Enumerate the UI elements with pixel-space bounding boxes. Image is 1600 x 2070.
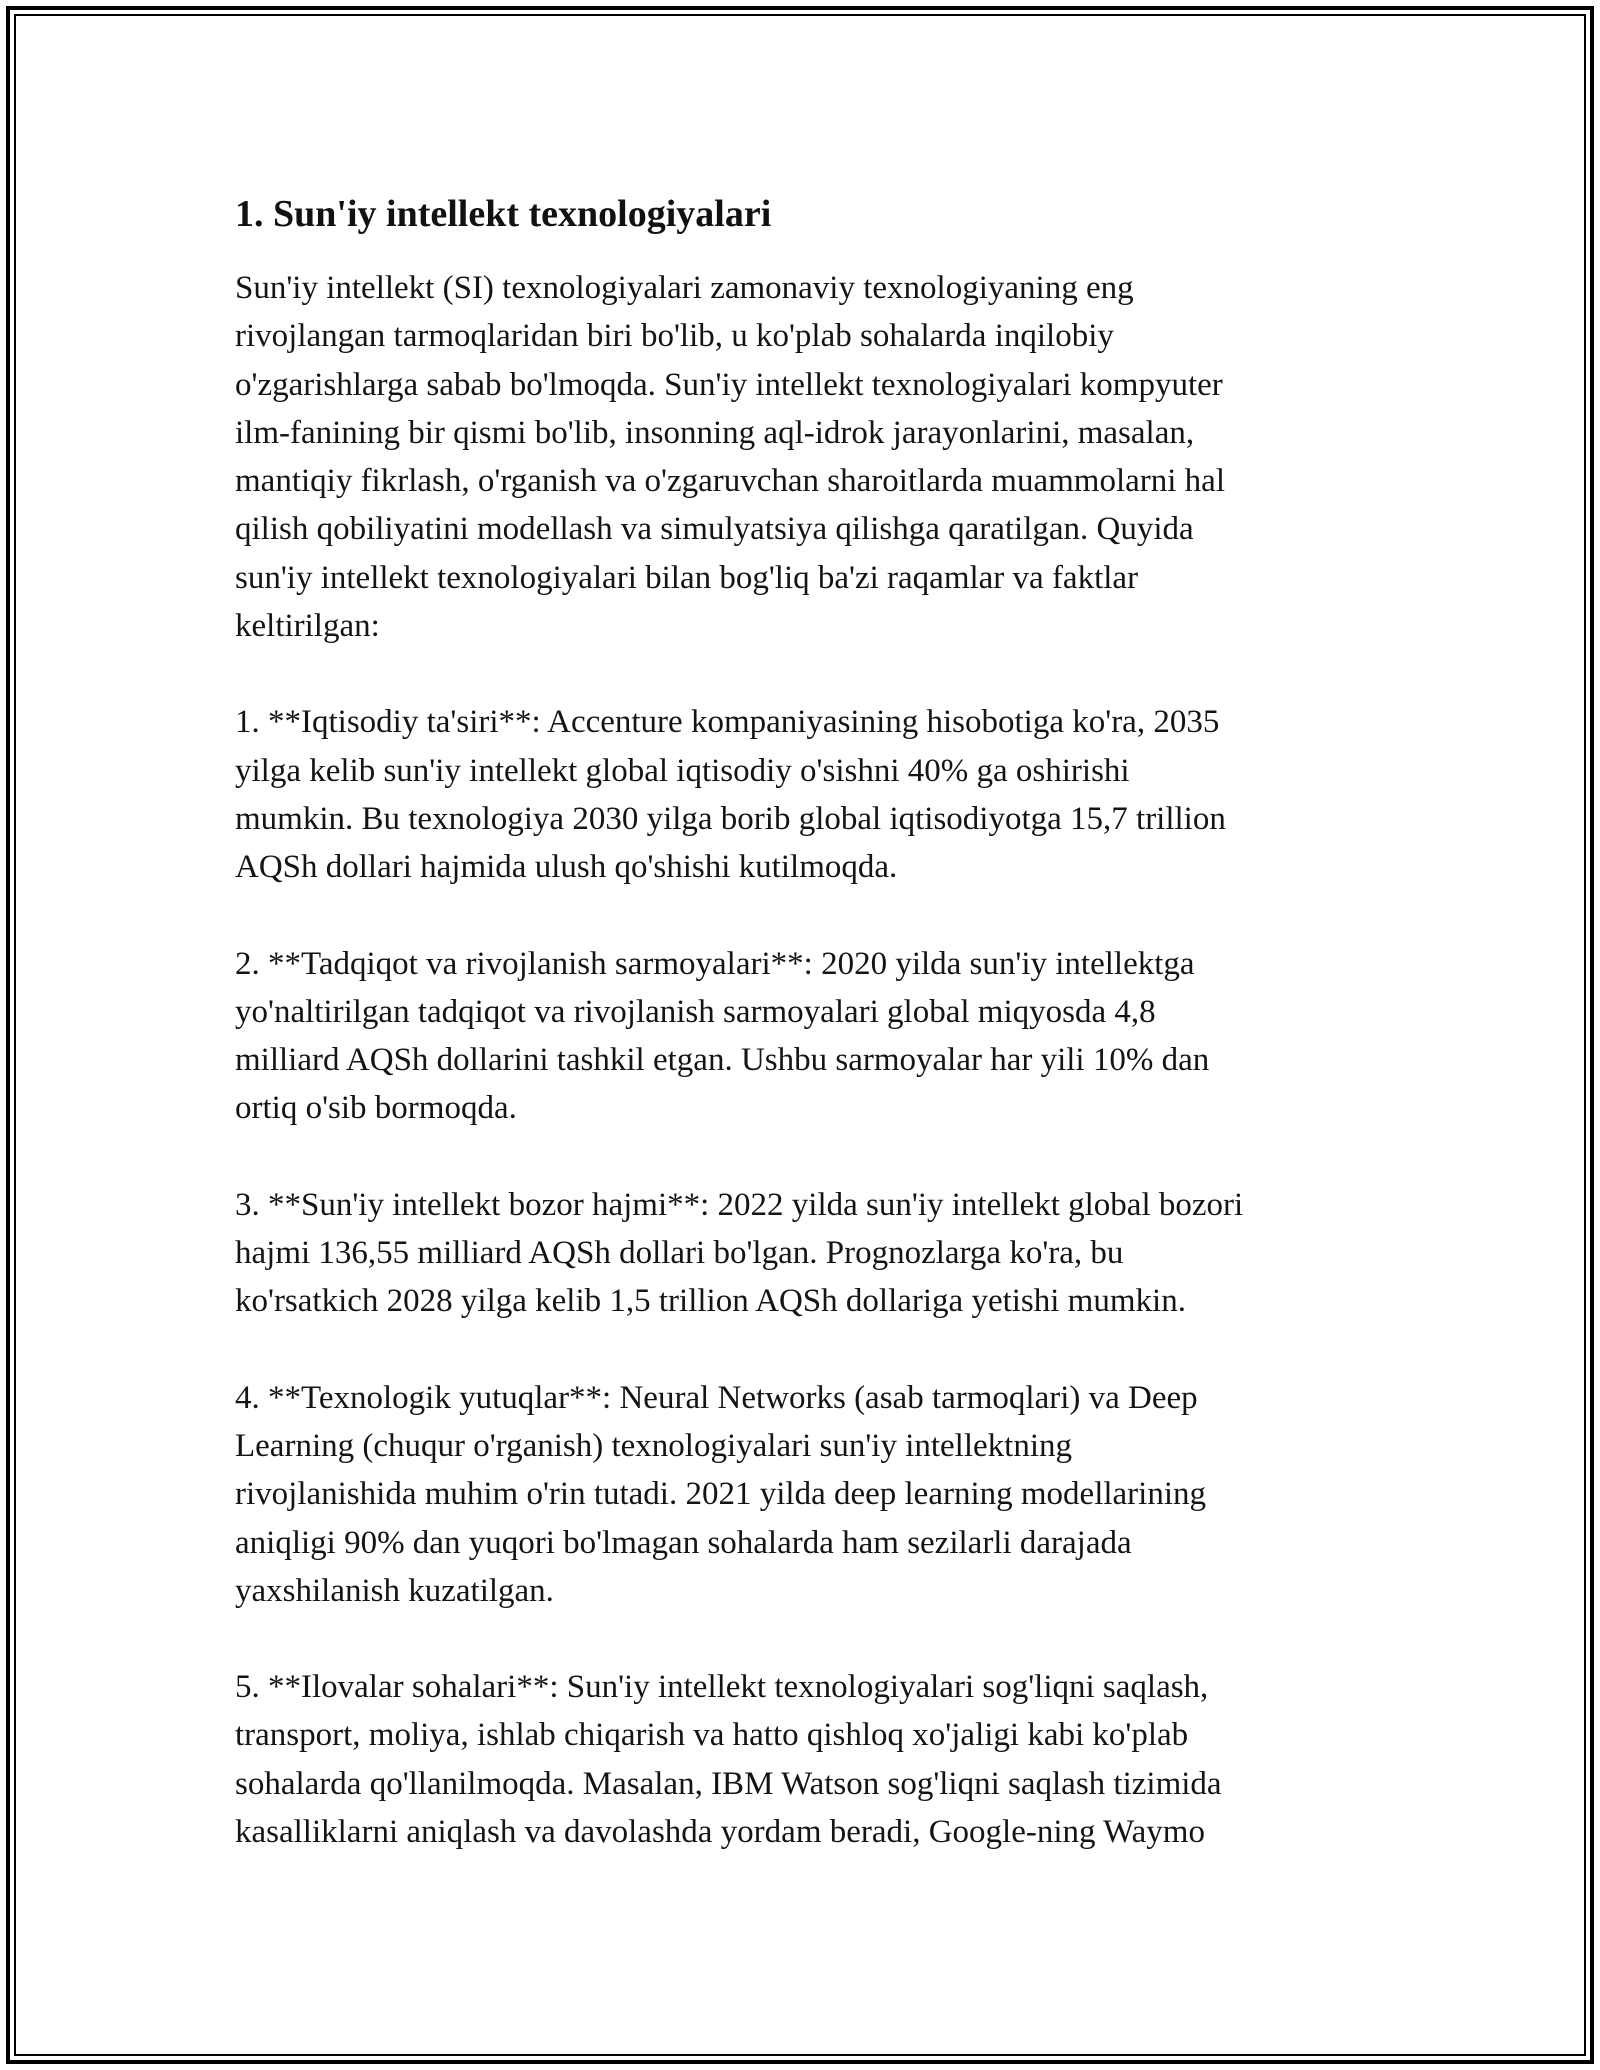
intro-paragraph: [235, 264, 1395, 650]
paragraph-line: sohalarda qo'llanilmoqda. Masalan, IBM Watson sog'liqni saqlash tizimida: [235, 1765, 1222, 1802]
paragraph-line: yaxshilanish kuzatilgan.: [235, 1572, 554, 1609]
list-item-market-size: [235, 1181, 1395, 1326]
paragraph-line: 1. **Iqtisodiy ta'siri**: Accenture kompaniyasining hisobotiga ko'ra, 2035: [235, 704, 1220, 741]
paragraph-line: ilm-fanining bir qismi bo'lib, insonning aql-idrok jarayonlarini, masalan,: [235, 414, 1195, 451]
paragraph-line: 4. **Texnologik yutuqlar**: Neural Networks (asab tarmoqlari) va Deep: [235, 1379, 1198, 1416]
paragraph-line: rivojlanishida muhim o'rin tutadi. 2021 yilda deep learning modellarining: [235, 1476, 1207, 1513]
paragraph-line: qilish qobiliyatini modellash va simulyatsiya qilishga qaratilgan. Quyida: [235, 511, 1194, 548]
paragraph-line: keltirilgan:: [235, 608, 380, 645]
paragraph-line: yo'naltirilgan tadqiqot va rivojlanish sarmoyalari global miqyosda 4,8: [235, 993, 1156, 1030]
list-item-tech-achievements: [235, 1374, 1395, 1615]
paragraph-line: Learning (chuqur o'rganish) texnologiyalari sun'iy intellektning: [235, 1427, 1073, 1464]
paragraph-line: milliard AQSh dollarini tashkil etgan. Ushbu sarmoyalar har yili 10% dan: [235, 1042, 1210, 1079]
paragraph-line: mantiqiy fikrlash, o'rganish va o'zgaruvchan sharoitlarda muammolarni hal: [235, 463, 1225, 500]
paragraph-line: rivojlangan tarmoqlaridan biri bo'lib, u ko'plab sohalarda inqilobiy: [235, 318, 1114, 355]
paragraph-line: 3. **Sun'iy intellekt bozor hajmi**: 2022 yilda sun'iy intellekt global bozori: [235, 1186, 1244, 1223]
paragraph-line: mumkin. Bu texnologiya 2030 yilga borib global iqtisodiyotga 15,7 trillion: [235, 800, 1226, 837]
paragraph-line: 2. **Tadqiqot va rivojlanish sarmoyalari**: 2020 yilda sun'iy intellektga: [235, 945, 1195, 982]
document-body: [235, 186, 1395, 1904]
paragraph-line: yilga kelib sun'iy intellekt global iqtisodiy o'sishni 40% ga oshirishi: [235, 752, 1130, 789]
paragraph-line: o'zgarishlarga sabab bo'lmoqda. Sun'iy intellekt texnologiyalari kompyuter: [235, 366, 1223, 403]
paragraph-line: kasalliklarni aniqlash va davolashda yordam beradi, Google-ning Waymo: [235, 1814, 1205, 1851]
paragraph-line: aniqligi 90% dan yuqori bo'lmagan sohalarda ham sezilarli darajada: [235, 1524, 1132, 1561]
list-item-research-investment: [235, 940, 1395, 1133]
paragraph-line: sun'iy intellekt texnologiyalari bilan bog'liq ba'zi raqamlar va faktlar: [235, 559, 1139, 596]
document-title: 1. Sun'iy intellekt texnologiyalari: [235, 193, 772, 235]
list-item-application-areas: [235, 1663, 1395, 1856]
paragraph-line: ortiq o'sib bormoqda.: [235, 1090, 517, 1127]
paragraph-line: hajmi 136,55 milliard AQSh dollari bo'lgan. Prognozlarga ko'ra, bu: [235, 1235, 1124, 1272]
paragraph-line: transport, moliya, ishlab chiqarish va hatto qishloq xo'jaligi kabi ko'plab: [235, 1717, 1189, 1754]
paragraph-line: AQSh dollari hajmida ulush qo'shishi kutilmoqda.: [235, 849, 898, 886]
paragraph-line: Sun'iy intellekt (SI) texnologiyalari zamonaviy texnologiyaning eng: [235, 270, 1134, 306]
paragraph-line: ko'rsatkich 2028 yilga kelib 1,5 trillion AQSh dollariga yetishi mumkin.: [235, 1283, 1186, 1320]
list-item-economic-impact: [235, 698, 1395, 891]
paragraph-line: 5. **Ilovalar sohalari**: Sun'iy intellekt texnologiyalari sog'liqni saqlash,: [235, 1669, 1209, 1706]
